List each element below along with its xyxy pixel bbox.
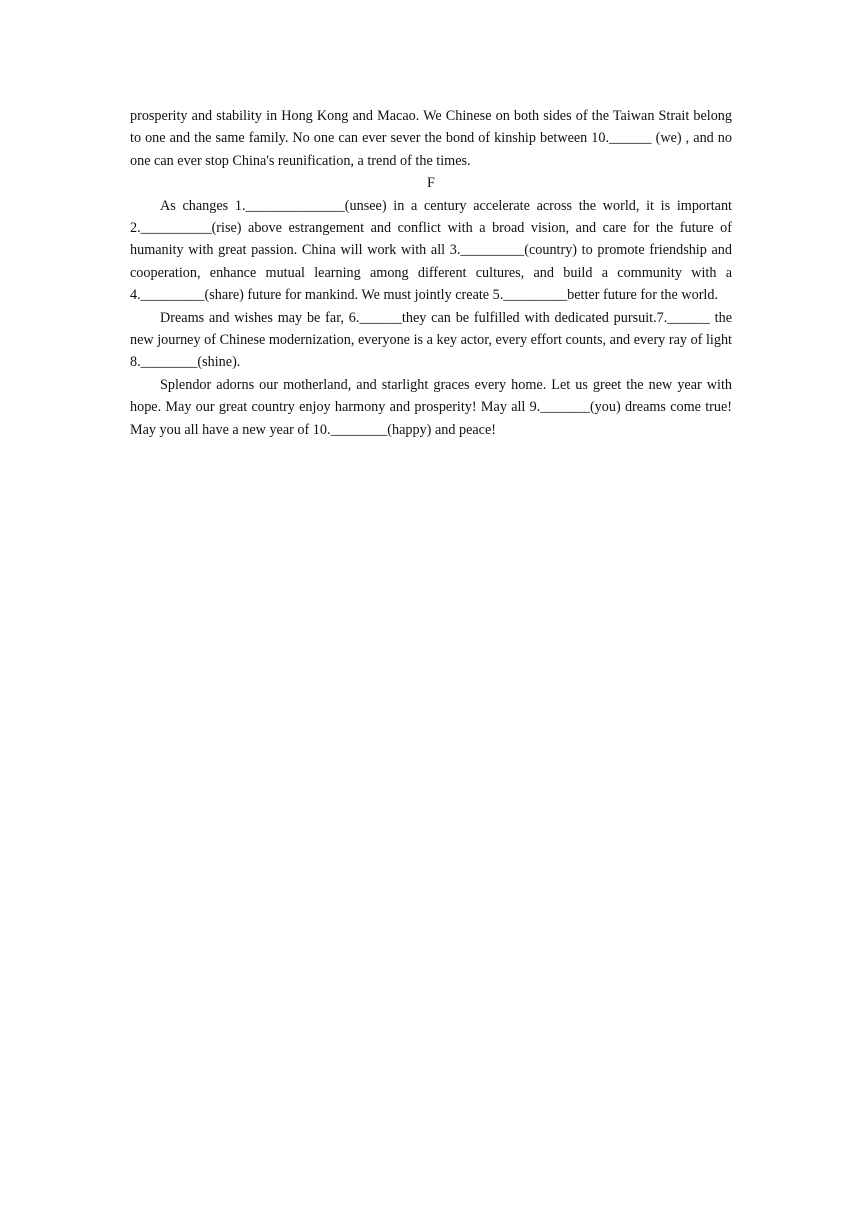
document-page [130,105,732,441]
paragraph-1: As changes 1.______________(unsee) in a century accelerate across the world, it is important 2.__________(rise) above estrangement and conflict with a broad vision, and care for the future of humanity with great passion. China will work with all 3._________(country) to promote friendship and cooperation, enhance mutual learning among different cultures, and build a community with a 4._________(share) future for mankind. We must jointly create 5._________better future for the world. [130,197,732,304]
paragraph-3: Splendor adorns our motherland, and starlight graces every home. Let us greet the new year with hope. May our great country enjoy harmony and prosperity! May all 9._______(you) dreams come true! May you all have a new year of 10.________(happy) and peace! [130,376,732,438]
paragraph-2: Dreams and wishes may be far, 6.______they can be fulfilled with dedicated pursuit.7.______ the new journey of Chinese modernization, everyone is a key actor, every effort counts, and every ray of light 8.________(shine). [130,309,732,371]
section-heading: F [427,175,435,192]
intro-paragraph: prosperity and stability in Hong Kong and Macao. We Chinese on both sides of the Taiwan Strait belong to one and the same family. No one can ever sever the bond of kinship between 10.______ (we) , and no one can ever stop China's reunification, a trend of the times. [130,108,732,169]
